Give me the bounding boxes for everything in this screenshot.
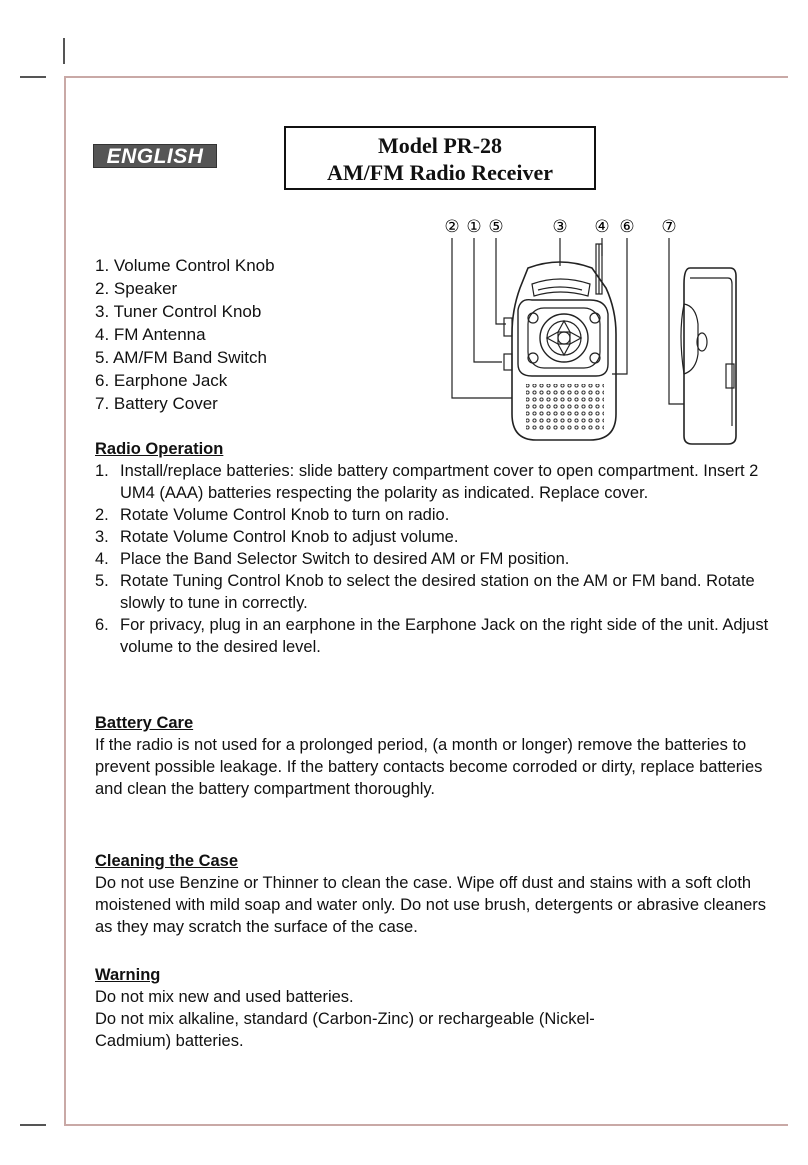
callout-1: ① <box>466 217 482 237</box>
part-item: 3. Tuner Control Knob <box>95 302 262 321</box>
battery-care-section <box>95 712 785 800</box>
part-item: 4. FM Antenna <box>95 325 206 344</box>
cleaning-section <box>95 850 785 938</box>
callout-4: ④ <box>594 217 610 237</box>
cleaning-heading: Cleaning the Case <box>95 852 239 870</box>
callout-7: ⑦ <box>661 217 677 237</box>
step-item <box>95 570 785 614</box>
callout-5: ⑤ <box>488 217 504 237</box>
warning-line-1: Do not mix new and used batteries. <box>95 988 354 1006</box>
model-title: Model PR-28 <box>377 133 503 158</box>
step-item <box>95 526 785 548</box>
radio-operation-section <box>95 438 785 658</box>
step-item <box>95 460 785 504</box>
warning-heading: Warning <box>95 966 161 984</box>
part-item: 1. Volume Control Knob <box>95 256 275 275</box>
speaker-grille-dots <box>526 384 604 432</box>
cleaning-text: Do not use Benzine or Thinner to clean the case. Wipe off dust and stains with a soft cloth moistened with mild soap and water only. Do not use brush, detergents or abrasive cleaners as they may scratch the surface of the case. <box>95 874 767 936</box>
step-text: For privacy, plug in an earphone in the Earphone Jack on the right side of the unit. Adjust volume to the desired level. <box>120 616 769 656</box>
part-item: 6. Earphone Jack <box>95 371 228 390</box>
step-text: Install/replace batteries: slide battery compartment cover to open compartment. Insert 2 UM4 (AAA) batteries respecting the polarity as indicated. Replace cover. <box>120 462 759 502</box>
step-text: Rotate Volume Control Knob to turn on radio. <box>120 506 450 524</box>
step-text: Rotate Tuning Control Knob to select the desired station on the AM or FM band. Rotate slowly to tune in correctly. <box>120 572 755 612</box>
radio-diagram <box>440 214 740 454</box>
step-number: 5. <box>95 572 109 590</box>
step-text: Place the Band Selector Switch to desired AM or FM position. <box>120 550 570 568</box>
crop-mark-top-horizontal <box>20 76 46 78</box>
radio-side-view <box>684 268 736 444</box>
language-badge: ENGLISH <box>93 144 217 168</box>
step-item <box>95 614 785 658</box>
callout-6: ⑥ <box>619 217 635 237</box>
leader-line-5 <box>496 238 506 324</box>
title-box <box>284 126 596 190</box>
radio-operation-steps <box>95 460 785 658</box>
part-item: 2. Speaker <box>95 279 178 298</box>
step-number: 6. <box>95 616 109 634</box>
step-number: 1. <box>95 462 109 480</box>
part-item: 7. Battery Cover <box>95 394 218 413</box>
crop-mark-bottom-horizontal <box>20 1124 46 1126</box>
step-item <box>95 504 785 526</box>
volume-knob <box>504 354 512 370</box>
battery-care-heading: Battery Care <box>95 714 194 732</box>
step-number: 2. <box>95 506 109 524</box>
step-number: 3. <box>95 528 109 546</box>
band-switch <box>504 318 512 336</box>
leader-line-1 <box>474 238 502 362</box>
warning-line-2: Do not mix alkaline, standard (Carbon-Zinc) or rechargeable (Nickel-Cadmium) batteries. <box>95 1010 595 1050</box>
leader-line-2 <box>452 238 512 398</box>
callout-2: ② <box>444 217 460 237</box>
callout-3: ③ <box>552 217 568 237</box>
crop-mark-top-vertical <box>63 38 65 64</box>
part-item: 5. AM/FM Band Switch <box>95 348 267 367</box>
battery-care-text: If the radio is not used for a prolonged period, (a month or longer) remove the batteries to prevent possible leakage. If the battery contacts become corroded or dirty, replace batteries and clean the battery compartment thoroughly. <box>95 736 763 798</box>
step-text: Rotate Volume Control Knob to adjust volume. <box>120 528 459 546</box>
product-title: AM/FM Radio Receiver <box>326 160 554 185</box>
leader-line-6 <box>612 238 627 374</box>
radio-operation-heading: Radio Operation <box>95 440 224 458</box>
parts-list <box>95 254 275 415</box>
step-number: 4. <box>95 550 109 568</box>
step-item <box>95 548 785 570</box>
warning-section <box>95 964 655 1052</box>
